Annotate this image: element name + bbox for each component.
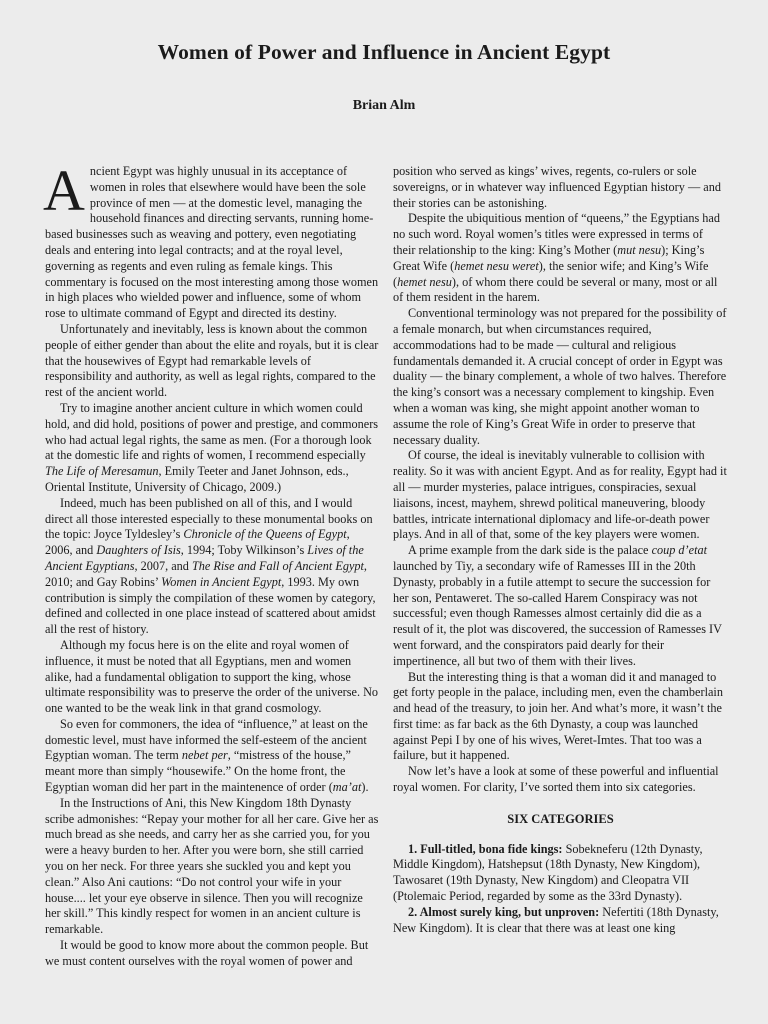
paragraph: position who served as kings’ wives, regents, co-rulers or sole sovereigns, or in whatever way influenced Egyptian history — and their stories can be astonishing. [393, 164, 721, 210]
category-item: 2. Almost surely king, but unproven: Nefertiti (18th Dynasty, New Kingdom). It is clear that there was at least one king [393, 904, 719, 935]
foreign-term: coup d’etat [651, 543, 708, 558]
article-title: Women of Power and Influence in Ancient Egypt [157, 40, 611, 64]
left-column [43, 158, 380, 970]
paragraph: A prime example from the dark side is the palace coup d’etat launched by Tiy, a secondary wife of Ramesses III in the 20th Dynasty, probably in a futile attempt to secure the succession for her son, Pentaweret. The so-called Harem Conspiracy was not successful; even though Ramesses almost certainly did die as a result of it, the plot was discovered, the succession of Ramesses IV went forward, and the conspirators paid dearly for their impertinence, all but two of them with their lives. [393, 543, 722, 668]
egyptian-term: hemet nesu weret [454, 258, 539, 273]
paragraph: Although my focus here is on the elite and royal women of influence, it must be noted that all Egyptians, men and women alike, had a fundamental obligation to support the king, whose ultimate responsibility was to preserve the order of the universe. No one wanted to be the weak link in that grand cosmology. [45, 637, 379, 716]
book-title: Daughters of Isis [96, 543, 181, 558]
section-heading: SIX CATEGORIES [507, 811, 614, 826]
egyptian-term: mut nesu [617, 242, 662, 257]
book-title: Lives of the Ancient Egyptians [45, 543, 364, 573]
egyptian-term: ma’at [332, 780, 362, 795]
paragraph: Try to imagine another ancient culture in which women could hold, and did hold, positions of power and prestige, and commoners who had actual legal rights, the same as men. (For a thorough look at the domestic life and rights of women, I recommend especially The Life of Meresamun, Emily Teeter and Janet Johnson, eds., Oriental Institute, University of Chicago, 2009.) [45, 400, 379, 494]
paragraph: But the interesting thing is that a woman did it and managed to get forty people in the palace, including men, even the chamberlain and head of the treasury, to join her. And what’s more, it wasn’t the first time: as far back as the 6th Dynasty, a coup was launched against Pepi I by one of his wives, Weret-Imtes. That too was a failure, but it happened. [393, 669, 723, 763]
category-label: 2. Almost surely king, but unproven: [408, 904, 600, 919]
author-name: Brian Alm [352, 98, 416, 113]
paragraph: Despite the ubiquitious mention of “queens,” the Egyptians had no such word. Royal women’s titles were expressed in terms of their relationship to the king: King’s Mother (mut nesu); King’s Great Wife (hemet nesu weret), the senior wife; and King’s Wife (hemet nesu), of whom there could be several or many, most or all of them resident in the harem. [393, 211, 720, 305]
book-title: The Rise and Fall of Ancient Egypt [191, 558, 364, 573]
egyptian-term: nebet per [181, 748, 228, 763]
paragraph: It would be good to know more about the common people. But we must content ourselves with the royal women of power and [45, 938, 369, 968]
paragraph: So even for commoners, the idea of “influence,” at least on the domestic level, must have informed the self-esteem of the ancient Egyptian woman. The term nebet per, “mistress of the house,” meant more than simply “housewife.” On the home front, the Egyptian woman did her part in the maintenence of order (ma’at). [45, 716, 369, 795]
egyptian-term: hemet nesu [397, 274, 452, 289]
paragraph: In the Instructions of Ani, this New Kingdom 18th Dynasty scribe admonishes: “Repay your mother for all her care. Give her as much bread as she needs, and carry her as she carried you, for you were a heavy burden to her. After you were born, she still carried you on her neck. For three years she suckled you and kept you clean.” Also Ani cautions: “Do not control your wife in your house.... let your eye observe in silence. Then you will recognize her skill.” This kindly respect for women in an ancient culture is remarkable. [45, 795, 379, 937]
paragraph: Unfortunately and inevitably, less is known about the common people of either gender than about the elite and royals, but it is clear that the housewives of Egypt had remarkable levels of responsibility and authority, as well as legal rights, compared to the rest of the ancient world. [45, 321, 379, 400]
book-title: The Life of Meresamun [45, 464, 159, 479]
book-title: Chronicle of the Queens of Egypt [183, 527, 347, 542]
book-title: Women in Ancient Egypt [161, 574, 282, 589]
paragraph: Of course, the ideal is inevitably vulnerable to collision with reality. So it was with ancient Egypt. And as for reality, Egypt had it all — murder mysteries, palace intrigues, conspiracies, sexual liaisons, incest, mayhem, shrewd political maneuvering, bloody battles, intricate international diplomacy and life-or-death power plays. And in all of that, some of the key players were women. [393, 448, 727, 542]
drop-cap: A [43, 158, 85, 223]
paragraph: Now let’s have a look at some of these powerful and influential royal women. For clarity, I’ve sorted them into six categories. [393, 764, 719, 795]
right-column [393, 164, 728, 936]
paragraph: Ancient Egypt was highly unusual in its acceptance of women in roles that elsewhere would have been the sole province of men — at the domestic level, managing the household finances and directing servants, running home-based businesses such as weaving and pottery, even negotiating deals and entering into legal contracts; and at the royal level, governing as regents and even ruling as female kings. This commentary is focused on the most interesting among those women in high places who wielded power and influence, some of whom rose to ultimate command of Egypt and directed its destiny. [43, 158, 379, 321]
category-label: 1. Full-titled, bona fide kings: [408, 841, 563, 856]
category-item: 1. Full-titled, bona fide kings: Sobekneferu (12th Dynasty, Middle Kingdom), Hatshepsut (18th Dynasty, New Kingdom), Tawosaret (19th Dynasty, New Kingdom) and Cleopatra VII (Ptolemaic Period, regarded by some as the 33rd Dynasty). [393, 841, 703, 904]
paragraph: Conventional terminology was not prepared for the possibility of a female monarch, but when circumstances required, accommodations had to be made — cultural and religious fundamentals demanded it. A crucial concept of order in Egypt was duality — the binary complement, a whole of two halves. Therefore the king’s consort was a necessary complement to kingship. Even when a woman was king, she might appoint another woman to assume the role of King’s Great Wife in order to preserve that necessary duality. [393, 306, 727, 447]
paragraph: Indeed, much has been published on all of this, and I would direct all those interested especially to these monumental books on the topic: Joyce Tyldesley’s Chronicle of the Queens of Egypt, 2006, and Daughters of Isis, 1994; Toby Wilkinson’s Lives of the Ancient Egyptians, 2007, and The Rise and Fall of Ancient Egypt, 2010; and Gay Robins’ Women in Ancient Egypt, 1993. My own contribution is simply the compilation of these women by category, defined and collected in one place instead of scattered about amidst all the rest of history. [45, 495, 376, 637]
